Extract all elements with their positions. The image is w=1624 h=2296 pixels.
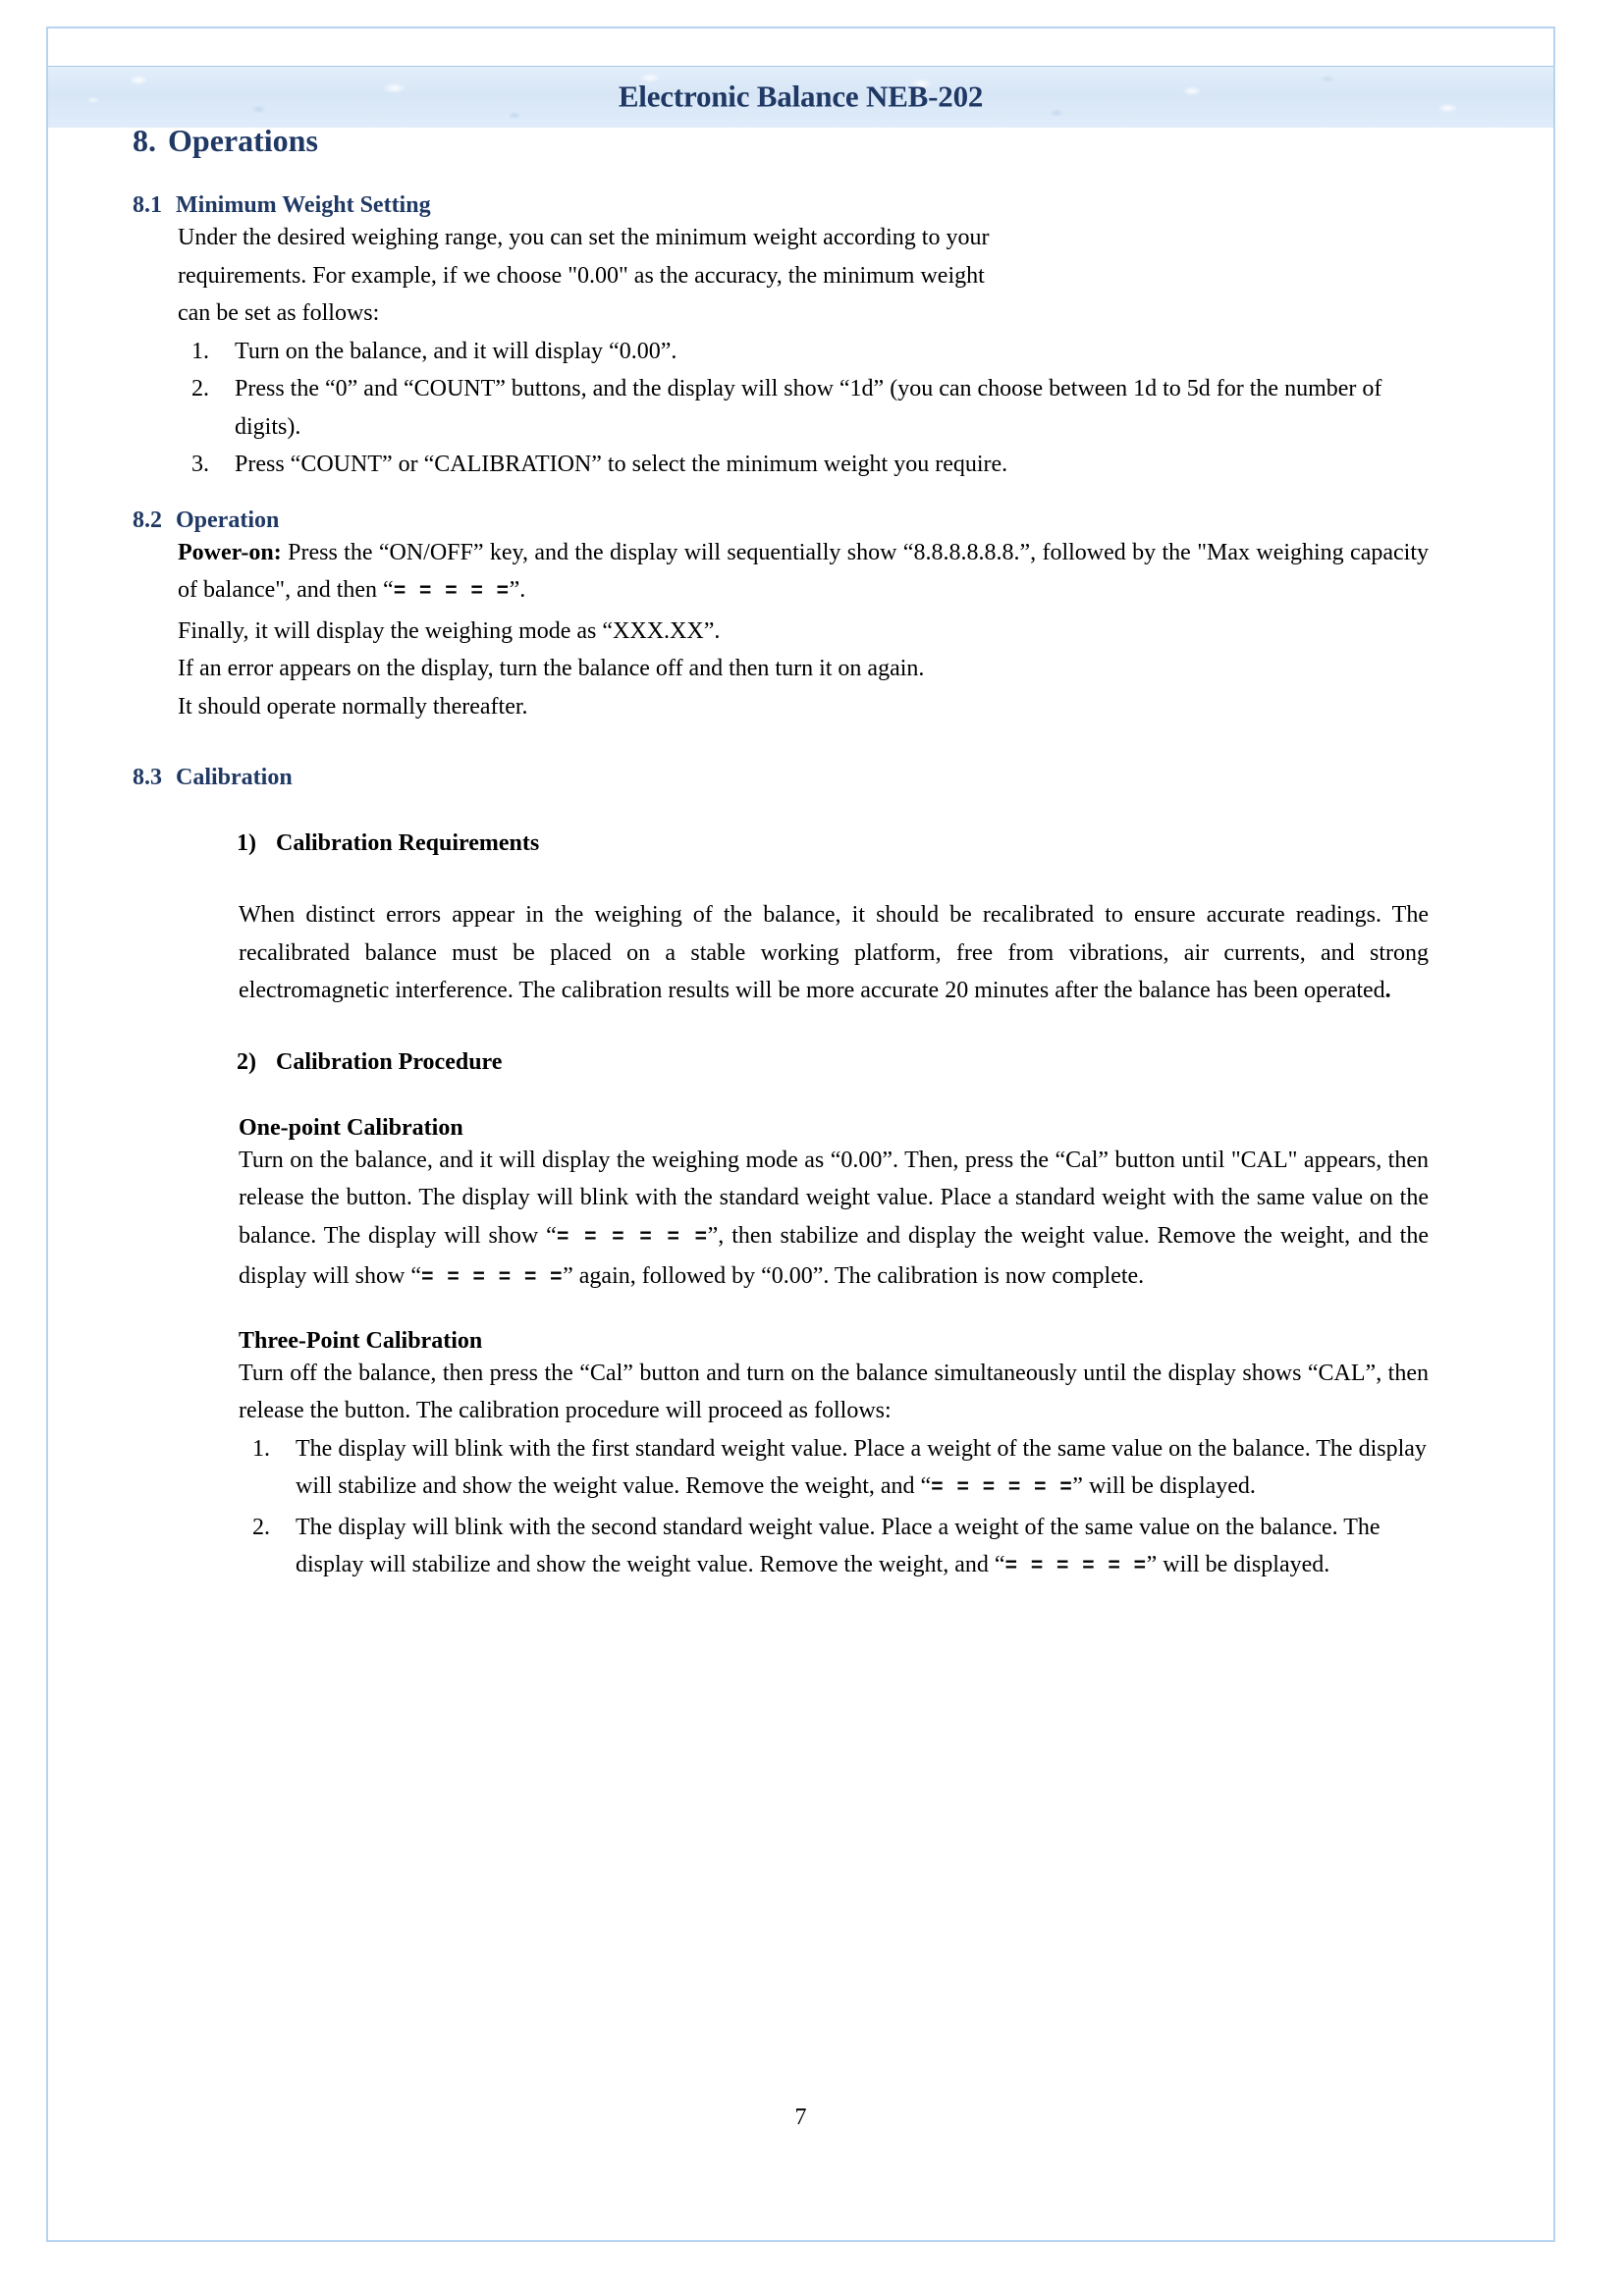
heading-section-8-2 <box>133 507 1429 534</box>
heading-section-8-2-title: Operation <box>176 507 280 533</box>
list-item-text-b: ” will be displayed. <box>1146 1552 1330 1577</box>
page-number: 7 <box>794 2105 807 2130</box>
list-item <box>191 370 1429 446</box>
section-8-1-body <box>178 219 1429 484</box>
one-point-equals-display-1: = = = = = = <box>556 1226 708 1250</box>
list-item-marker: 2. <box>252 1514 270 1540</box>
section-8-2-line-4: It should operate normally thereafter. <box>178 693 528 720</box>
heading-section-8-1-title: Minimum Weight Setting <box>176 192 431 218</box>
list-item-marker: 3. <box>191 452 209 477</box>
three-point-calibration-list <box>252 1430 1429 1587</box>
heading-one-point-calibration: One-point Calibration <box>239 1114 463 1141</box>
section-8-1-intro-line-2: requirements. For example, if we choose "0.00" as the accuracy, the minimum weight <box>178 262 985 289</box>
heading-section-8-3 <box>133 765 1429 791</box>
list-item <box>252 1430 1429 1509</box>
calibration-requirements-body-end: . <box>1384 978 1391 1003</box>
list-item-text <box>296 1430 1429 1509</box>
power-on-equals-display: = = = = = <box>393 581 510 604</box>
list-item-text: Turn on the balance, and it will display “0.00”. <box>235 338 677 364</box>
list-item-marker: 2. <box>191 376 209 401</box>
document-body <box>133 123 1429 1587</box>
heading-calibration-procedure <box>237 1049 1429 1076</box>
heading-calibration-procedure-marker: 2) <box>237 1048 256 1075</box>
heading-calibration-requirements-title: Calibration Requirements <box>276 830 540 856</box>
heading-calibration-procedure-title: Calibration Procedure <box>276 1048 503 1075</box>
list-item-text-a: The display will blink with the first standard weight value. Place a weight of the same value on the balance. The display will stabilize and show the weight value. Remove the weight, and “ <box>296 1435 1427 1499</box>
heading-calibration-requirements <box>237 830 1429 857</box>
list-item-marker: 1. <box>252 1435 270 1462</box>
page-header-band <box>48 66 1553 128</box>
heading-section-8-3-number: 8.3 <box>133 765 162 790</box>
list-item-text: Press “COUNT” or “CALIBRATION” to select the minimum weight you require. <box>235 452 1008 477</box>
heading-section-8-2-number: 8.2 <box>133 507 162 533</box>
calibration-requirements-paragraph <box>239 896 1429 1010</box>
list-item-equals-display: = = = = = = <box>1004 1556 1147 1578</box>
list-item <box>252 1509 1429 1587</box>
power-on-text-a: Press the “ON/OFF” key, and the display will sequentially show “8.8.8.8.8.8.”, followed by the "Max weighing capacity of balance", and then “ <box>178 539 1429 603</box>
section-8-1-list <box>191 333 1429 484</box>
one-point-calibration-paragraph <box>239 1142 1429 1299</box>
heading-section-8-3-title: Calibration <box>176 765 293 790</box>
heading-section-8-1-number: 8.1 <box>133 192 162 218</box>
one-point-text-a: Turn on the balance, and it will display the weighing mode as “0.00”. Then, press the “Cal” button until "CAL" appears, then release the button. The display will blink with the standard weight value. Place a standard weight with the same value on the balance. The display will show “ <box>239 1147 1429 1249</box>
list-item-text-b: ” will be displayed. <box>1072 1473 1256 1499</box>
document-title: Electronic Balance NEB-202 <box>618 79 984 114</box>
heading-section-8 <box>133 123 1429 159</box>
list-item-equals-display: = = = = = = <box>931 1477 1073 1500</box>
section-8-2-line-2: Finally, it will display the weighing mode as “XXX.XX”. <box>178 617 721 644</box>
list-item-text <box>296 1509 1429 1587</box>
calibration-requirements-body: When distinct errors appear in the weighing of the balance, it should be recalibrated to ensure accurate readings. The recalibrated balance must be placed on a stable working platform, free from vibrations, air currents, and strong electromagnetic interference. The calibration results will be more accurate 20 minutes after the balance has been operated <box>239 902 1429 1003</box>
list-item <box>191 333 1429 371</box>
section-8-2-line-3: If an error appears on the display, turn the balance off and then turn it on again. <box>178 656 925 681</box>
list-item-text-a: The display will blink with the second standard weight value. Place a weight of the same value on the balance. The display will stabilize and show the weight value. Remove the weight, and “ <box>296 1514 1380 1577</box>
one-point-text-c: ” again, followed by “0.00”. The calibration is now complete. <box>563 1263 1145 1289</box>
power-on-label: Power-on: <box>178 539 282 565</box>
list-item-text: Press the “0” and “COUNT” buttons, and the display will show “1d” (you can choose between 1d to 5d for the number of digits). <box>235 376 1382 440</box>
section-8-1-intro-line-1: Under the desired weighing range, you can set the minimum weight according to your <box>178 225 990 250</box>
document-page <box>46 27 1555 2242</box>
list-item-marker: 1. <box>191 338 209 364</box>
section-8-2-power-on-paragraph <box>178 534 1429 613</box>
one-point-equals-display-2: = = = = = = <box>421 1267 564 1290</box>
heading-calibration-requirements-marker: 1) <box>237 830 256 856</box>
heading-section-8-title: Operations <box>168 123 318 158</box>
section-8-1-intro-line-3: can be set as follows: <box>178 300 380 326</box>
section-8-2-body <box>178 534 1429 726</box>
list-item <box>191 446 1429 484</box>
heading-section-8-1 <box>133 192 1429 219</box>
three-point-calibration-intro: Turn off the balance, then press the “Cal” button and turn on the balance simultaneously until the display shows “CAL”, then release the button. The calibration procedure will proceed as follows: <box>239 1360 1429 1423</box>
heading-section-8-number: 8. <box>133 123 156 158</box>
power-on-text-b: ”. <box>509 577 526 603</box>
heading-three-point-calibration: Three-Point Calibration <box>239 1327 483 1354</box>
one-point-text-b: ”, then stabilize and display the weight value. Remove the weight, and the display will show “ <box>239 1222 1429 1289</box>
